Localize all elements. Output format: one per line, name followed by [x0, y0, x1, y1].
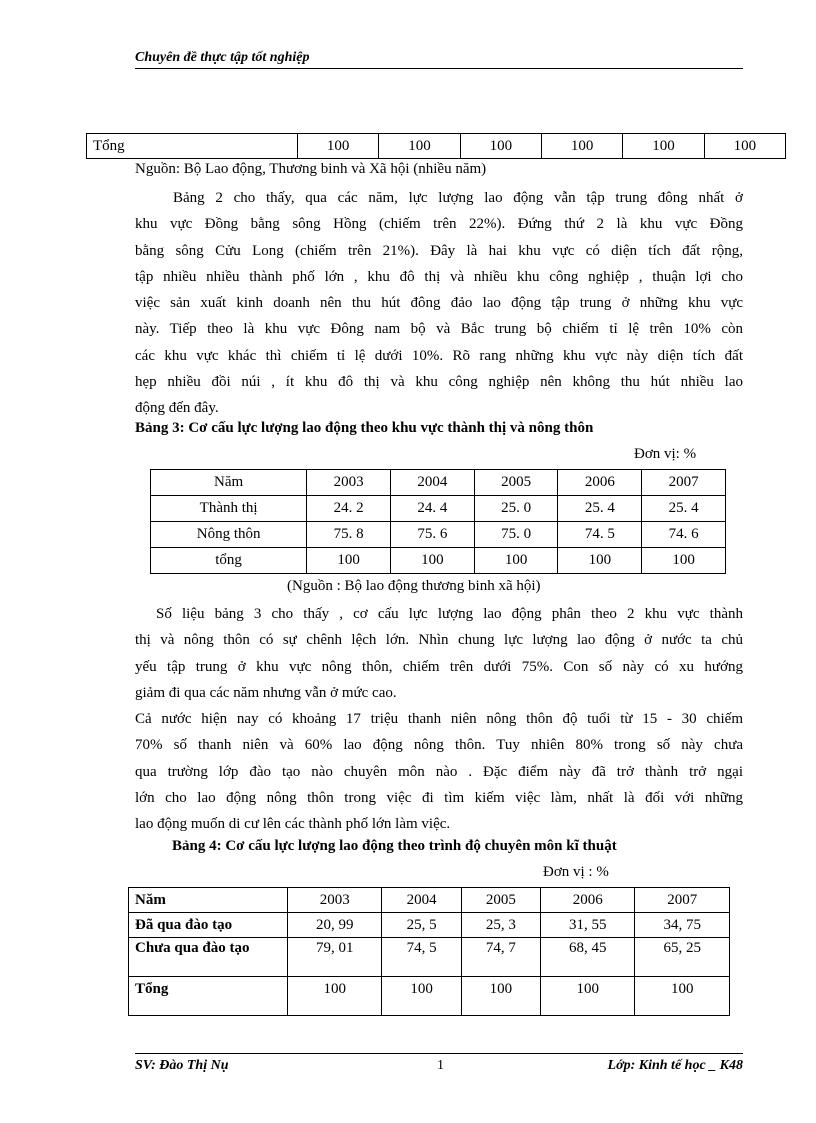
- table-cell: 20, 99: [288, 913, 382, 938]
- table-4: [128, 887, 730, 1016]
- header-cell: Năm: [151, 470, 307, 496]
- text-line: tập nhiều nhiều thành phố lớn , khu đô thị và nhiều khu công nghiệp , thuận lợi cho: [135, 268, 743, 285]
- text-line: giảm đi qua các năm nhưng vẫn ở mức cao.: [135, 684, 397, 701]
- row-label: Thành thị: [151, 496, 307, 522]
- table-header-row: [151, 470, 726, 496]
- header-cell: 2005: [461, 888, 540, 913]
- table-cell: 25, 5: [382, 913, 461, 938]
- header-cell: 2004: [390, 470, 474, 496]
- table-row: [129, 938, 730, 977]
- text-line: động đến đây.: [135, 400, 219, 417]
- table-cell: 68, 45: [540, 938, 634, 977]
- table-cell: 74, 7: [461, 938, 540, 977]
- text-line: Cả nước hiện nay có khoảng 17 triệu thanh niên nông thôn độ tuổi từ 15 - 30 chiếm: [135, 711, 743, 727]
- text-line: yếu tập trung ở khu vực nông thôn, chiếm trên dưới 75%. Con số này có xu hướng: [135, 658, 743, 675]
- table-row: [151, 522, 726, 548]
- table-row: [151, 496, 726, 522]
- table-4-unit: Đơn vị : %: [543, 864, 609, 880]
- footer-class: Lớp: Kinh tế học _ K48: [607, 1058, 743, 1073]
- table-cell: 75. 0: [474, 522, 558, 548]
- table-3-caption: Bảng 3: Cơ cấu lực lượng lao động theo khu vực thành thị và nông thôn: [135, 420, 594, 436]
- table-cell: 31, 55: [540, 913, 634, 938]
- table-row: [129, 913, 730, 938]
- table-cell: 79, 01: [288, 938, 382, 977]
- paragraph-3: [135, 706, 743, 837]
- table-cell: 25. 4: [558, 496, 642, 522]
- table-cell: 100: [558, 548, 642, 574]
- table-cell: 100: [379, 134, 460, 159]
- table-cell: 100: [390, 548, 474, 574]
- table-header-row: [129, 888, 730, 913]
- text-line: 70% số thanh niên và 60% lao động nông thôn. Tuy nhiên 80% trong số này chưa: [135, 737, 743, 754]
- table-3-unit: Đơn vị: %: [634, 446, 697, 462]
- table-2-total-row: [86, 133, 786, 159]
- table-cell: 25. 4: [642, 496, 726, 522]
- page-header-title: Chuyên đề thực tập tốt nghiệp: [135, 50, 743, 69]
- row-label: Tổng: [129, 977, 288, 1016]
- row-label: Chưa qua đào tạo: [129, 938, 288, 977]
- header-cell: 2007: [635, 888, 730, 913]
- table-cell: 25. 0: [474, 496, 558, 522]
- table-3: [150, 469, 726, 574]
- text-line: Số liệu bảng 3 cho thấy , cơ cấu lực lượng lao động phân theo 2 khu vực thành: [156, 606, 743, 622]
- text-line: này. Tiếp theo là khu vực Đông nam bộ và Bắc trung bộ chiếm tỉ lệ trên 10% còn: [135, 321, 743, 338]
- header-cell: 2006: [540, 888, 634, 913]
- text-line: lớn cho lao động nông thôn trong việc đi tìm kiếm việc làm, nhất là đối với những: [135, 789, 743, 806]
- text-line: bằng sông Cửu Long (chiếm trên 21%). Đây là hai khu vực có diện tích đất rộng,: [135, 242, 743, 259]
- table-row: [151, 548, 726, 574]
- text-line: lao động muốn di cư lên các thành phố lớn làm việc.: [135, 816, 451, 833]
- table-row: [129, 977, 730, 1016]
- row-label: Đã qua đào tạo: [129, 913, 288, 938]
- table-cell: 25, 3: [461, 913, 540, 938]
- page-number: 1: [437, 1058, 444, 1073]
- table-cell: 24. 2: [307, 496, 391, 522]
- text-line: thị và nông thôn có sự chênh lệch lớn. Nhìn chung lực lượng lao động ở nước ta chủ: [135, 632, 743, 649]
- text-line: các khu vực khác thì chiếm tỉ lệ dưới 10%. Rõ rang những khu vực này diện tích đất: [135, 347, 743, 364]
- table-cell: 100: [474, 548, 558, 574]
- page-footer: [135, 1053, 743, 1078]
- table-cell: 100: [642, 548, 726, 574]
- header-cell: 2006: [558, 470, 642, 496]
- table-cell: 100: [540, 977, 634, 1016]
- table-cell: 100: [307, 548, 391, 574]
- table-cell: 24. 4: [390, 496, 474, 522]
- text-line: việc sản xuất kinh doanh nên thu hút đông đảo lao động tập trung ở những khu vực: [135, 295, 743, 312]
- table-cell: 75. 6: [390, 522, 474, 548]
- footer-student: SV: Đào Thị Nụ: [135, 1058, 229, 1073]
- table-cell: 100: [288, 977, 382, 1016]
- table-cell: 34, 75: [635, 913, 730, 938]
- table-cell: 100: [623, 134, 704, 159]
- text-line: hẹp nhiều đồi núi , ít khu đô thị và khu công nghiệp nên không thu hút nhiều lao: [135, 374, 743, 391]
- row-label: Tổng: [87, 134, 298, 159]
- text-line: Bảng 2 cho thấy, qua các năm, lực lượng lao động vẫn tập trung đông nhất ở: [173, 190, 743, 206]
- table-2-source: Nguồn: Bộ Lao động, Thương binh và Xã hội (nhiều năm): [135, 161, 487, 177]
- header-cell: 2005: [474, 470, 558, 496]
- header-cell: Năm: [129, 888, 288, 913]
- table-row: [87, 134, 786, 159]
- row-label: Nông thôn: [151, 522, 307, 548]
- table-cell: 74, 5: [382, 938, 461, 977]
- table-cell: 74. 6: [642, 522, 726, 548]
- table-4-caption: Bảng 4: Cơ cấu lực lượng lao động theo trình độ chuyên môn kĩ thuật: [172, 838, 617, 854]
- table-cell: 100: [460, 134, 541, 159]
- paragraph-1: [135, 185, 743, 422]
- table-cell: 65, 25: [635, 938, 730, 977]
- paragraph-2: [135, 601, 743, 706]
- text-line: khu vực Đồng bằng sông Hồng (chiếm trên 22%). Đứng thứ 2 là khu vực Đồng: [135, 216, 743, 233]
- header-cell: 2003: [307, 470, 391, 496]
- row-label: tổng: [151, 548, 307, 574]
- table-cell: 100: [704, 134, 785, 159]
- table-cell: 100: [461, 977, 540, 1016]
- table-cell: 100: [541, 134, 622, 159]
- table-3-source: (Nguồn : Bộ lao động thương binh xã hội): [287, 578, 541, 594]
- table-cell: 100: [635, 977, 730, 1016]
- header-cell: 2007: [642, 470, 726, 496]
- table-cell: 100: [298, 134, 379, 159]
- table-cell: 75. 8: [307, 522, 391, 548]
- header-cell: 2003: [288, 888, 382, 913]
- table-cell: 100: [382, 977, 461, 1016]
- text-line: qua trường lớp đào tạo nào chuyên môn nào . Đặc điểm này đã trở thành trở ngại: [135, 763, 743, 780]
- table-cell: 74. 5: [558, 522, 642, 548]
- header-cell: 2004: [382, 888, 461, 913]
